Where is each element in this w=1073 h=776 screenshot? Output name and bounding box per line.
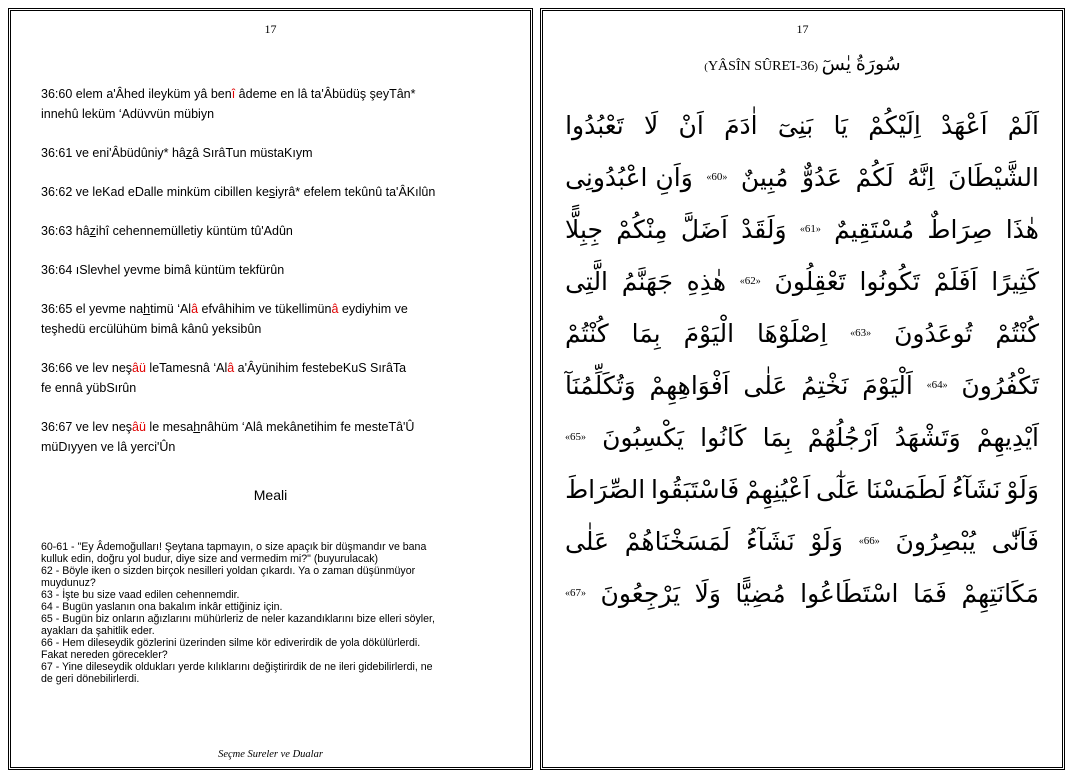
arabic-word: تُوعَدُونَ xyxy=(894,318,973,348)
verse-number: 67 xyxy=(570,587,582,599)
right-page xyxy=(540,8,1065,770)
arabic-word: كُنْتُمْ xyxy=(995,318,1039,348)
verse-text: 36:65 el yevme na xyxy=(41,302,144,316)
meali-line: kulluk edin, doğru yol budur, diye size and vermedim mi?" (buyurulacak) xyxy=(41,553,379,565)
arabic-word: وَاَنِ اعْبُدُونِى xyxy=(565,162,693,192)
arabic-line xyxy=(565,99,1039,151)
arabic-word: بَنِىٓ xyxy=(777,110,814,140)
verse-number-marker: «64» xyxy=(926,379,948,391)
verse-text: â xyxy=(331,302,339,316)
arabic-word: اٰدَمَ xyxy=(724,110,758,140)
verse-text: müDıyyen ve lâ yerci'Ûn xyxy=(41,440,176,454)
arabic-line xyxy=(565,411,1039,463)
verse-text: eydiyhim ve xyxy=(338,302,408,316)
verse-number: 65 xyxy=(570,431,582,443)
verse-text: 36:63 hâ xyxy=(41,224,90,238)
arabic-word: يُبْصِرُونَ xyxy=(895,526,976,556)
arabic-word: اَرْجُلُهُمْ xyxy=(807,422,879,452)
arabic-word: فَاَنّٰى xyxy=(991,526,1039,556)
verse-number: 63 xyxy=(855,327,867,339)
arabic-word: الشَّيْطَانَ xyxy=(948,162,1039,192)
arabic-word: اَنْ xyxy=(678,110,704,140)
meali-line: 60-61 - "Ey Âdemoğulları! Şeytana tapmayın, o size apaçık bir düşmandır ve bana xyxy=(41,541,427,553)
arabic-word: وَلَا xyxy=(694,578,721,608)
verse-number: 66 xyxy=(863,535,875,547)
meali-line: de geri dönebilirlerdi. xyxy=(41,673,140,685)
arabic-word: صِرَاطٌ xyxy=(927,214,993,244)
verse-text: z xyxy=(185,146,193,160)
arabic-word: وَتُكَلِّمُنَآ xyxy=(565,370,636,400)
verse-text: 36:62 ve leKad eDalle minküm cibillen ke xyxy=(41,185,269,199)
verse-text: fe ennâ yübSırûn xyxy=(41,381,137,395)
arabic-word: عَلٰى xyxy=(743,370,788,400)
arabic-word: اَفَلَمْ xyxy=(933,266,978,296)
verse-text: â xyxy=(191,302,199,316)
meali-line: muydunuz? xyxy=(41,577,96,589)
verse-text: a'Âyünihim festebeKuS SırâTa xyxy=(234,361,407,375)
arabic-line xyxy=(565,255,1039,307)
verse-text: iyrâ* efelem tekûnû ta'ÂKılûn xyxy=(275,185,436,199)
verse-text: âdeme en lâ ta'Âbüdüş şeyTân* xyxy=(235,87,416,101)
verse-number: 60 xyxy=(711,171,723,183)
arabic-word: وَلَقَدْ xyxy=(741,214,787,244)
arabic-line xyxy=(565,151,1039,203)
arabic-word: يَكْسِبُونَ xyxy=(602,422,685,452)
verse-text: le mesa xyxy=(145,420,194,434)
verse-number: 61 xyxy=(804,223,816,235)
arabic-word: مُسْتَقِيمٌ xyxy=(834,214,915,244)
verse-text: efvâhihim ve tükellimün xyxy=(198,302,332,316)
arabic-word: لَكُمْ xyxy=(855,162,894,192)
arabic-word: عَدُوٌّ xyxy=(801,162,843,192)
arabic-line xyxy=(565,359,1039,411)
verse-text: timü ‘Al xyxy=(150,302,192,316)
arabic-line xyxy=(565,515,1039,567)
arabic-word: كُنْتُمْ xyxy=(565,318,609,348)
meali-line: 66 - Hem dileseydik gözlerini üzerinden silme kör ediverirdik de yola dökülürlerdi. xyxy=(41,637,421,649)
arabic-word: مُضِيًّا xyxy=(735,578,786,608)
arabic-word: هٰذِهِ xyxy=(686,266,727,296)
arabic-word: نَخْتِمُ xyxy=(801,370,849,400)
arabic-word: اَلْيَوْمَ xyxy=(862,370,913,400)
verse-number-marker: «63» xyxy=(850,327,872,339)
verse-text: ihî cehennemülletiy küntüm tû'Adûn xyxy=(95,224,293,238)
arabic-word: اَلَمْ xyxy=(1007,110,1039,140)
arabic-word: يَرْجِعُونَ xyxy=(600,578,681,608)
verse-line xyxy=(41,417,481,457)
arabic-word: اَضَلَّ xyxy=(680,214,728,244)
arabic-word: الصِّرَاطَ xyxy=(565,474,646,504)
meali-line: Fakat nereden görecekler? xyxy=(41,649,168,661)
page-footer: Seçme Sureler ve Dualar xyxy=(218,749,323,760)
meali-line: 67 - Yine dileseydik oldukları yerde kılıklarını değiştirirdik de ne ileri gidebilirlerdi, ne xyxy=(41,661,433,673)
meali-line: 63 - İşte bu size vaad edilen cehennemdir. xyxy=(41,589,240,601)
verse-text: 36:61 ve eni'Âbüdûniy* hâ xyxy=(41,146,186,160)
verse-text: âü xyxy=(132,361,146,375)
meali-line: 64 - Bugün yaslanın ona bakalım inkâr ettiğiniz için. xyxy=(41,601,283,613)
page-number: 17 xyxy=(264,22,277,36)
verse-text: innehû leküm ‘Adüvvün mübiyn xyxy=(41,107,215,121)
verse-line xyxy=(41,260,481,280)
arabic-word: اَعْهَدْ xyxy=(941,110,988,140)
verse-text: s xyxy=(268,185,276,199)
verse-line xyxy=(41,182,481,202)
verse-number-marker: «66» xyxy=(858,535,880,547)
verse-number-marker: «65» xyxy=(565,431,587,443)
arabic-line xyxy=(565,567,1039,619)
left-page xyxy=(8,8,533,770)
verse-number-marker: «62» xyxy=(739,275,761,287)
arabic-line xyxy=(565,307,1039,359)
arabic-word: بِمَا xyxy=(762,422,792,452)
verse-text: nâhüm ‘Alâ mekânetihim fe mesteTâ'Û xyxy=(200,420,415,434)
verse-text: î xyxy=(231,87,236,101)
arabic-word: جِبِلًّا xyxy=(565,214,603,244)
arabic-word: فَاسْتَبَقُوا xyxy=(651,474,740,504)
arabic-word: اَيْدِيهِمْ xyxy=(976,422,1039,452)
surah-heading xyxy=(543,53,1062,76)
arabic-word: مَكَانَتِهِمْ xyxy=(961,578,1039,608)
verse-text: teşhedü ercülühüm bimâ kânû yeksibûn xyxy=(41,322,262,336)
meali-title: Meali xyxy=(253,487,288,503)
page-number: 17 xyxy=(796,22,809,36)
arabic-word: تَعْقِلُونَ xyxy=(774,266,846,296)
arabic-word: نَشَآءُ xyxy=(951,474,1001,504)
verse-text: 36:64 ıSlevhel yevme bimâ küntüm tekfürûn xyxy=(41,263,285,277)
arabic-word: لَا xyxy=(644,110,659,140)
verse-text: â xyxy=(227,361,235,375)
arabic-word: بِمَا xyxy=(631,318,661,348)
transliteration-verses xyxy=(41,84,481,476)
verse-line xyxy=(41,358,481,398)
verse-line xyxy=(41,221,481,241)
verse-number: 64 xyxy=(931,379,943,391)
surah-title-latin: YÂSÎN SÛREΊ-36 xyxy=(707,59,815,74)
arabic-word: كَانُوا xyxy=(700,422,747,452)
verse-number-marker: «67» xyxy=(565,587,587,599)
arabic-word: مُبِينٌ xyxy=(740,162,789,192)
surah-title-arabic: سُورَةُ يٰسٓ xyxy=(821,54,901,75)
verse-text: z xyxy=(89,224,96,238)
arabic-word: اِصْلَوْهَا xyxy=(757,318,828,348)
arabic-word: جَهَنَّمُ xyxy=(621,266,673,296)
arabic-word: تَكُونُوا xyxy=(859,266,920,296)
verse-text: 36:67 ve lev neş xyxy=(41,420,133,434)
arabic-text xyxy=(565,99,1039,619)
arabic-word: عَلٰى xyxy=(565,526,610,556)
arabic-word: هٰذَا xyxy=(1005,214,1039,244)
arabic-word: الَّتِى xyxy=(565,266,609,296)
arabic-line xyxy=(565,203,1039,255)
verse-number-marker: «60» xyxy=(706,171,728,183)
verse-text: h xyxy=(193,420,201,434)
arabic-word: مِنْكُمْ xyxy=(616,214,668,244)
arabic-word: اَعْيُنِهِمْ xyxy=(745,474,811,504)
arabic-word: وَلَوْ xyxy=(810,526,843,556)
meali-line: ayakları da şahitlik eder. xyxy=(41,625,155,637)
verse-line xyxy=(41,84,481,124)
verse-number-marker: «61» xyxy=(799,223,821,235)
arabic-word: لَطَمَسْنَا xyxy=(865,474,946,504)
verse-text: leTamesnâ ‘Al xyxy=(145,361,228,375)
verse-text: h xyxy=(143,302,151,316)
verse-text: âü xyxy=(132,420,146,434)
verse-text: 36:60 elem a'Âhed ileyküm yâ ben xyxy=(41,87,232,101)
verse-line xyxy=(41,299,481,339)
arabic-word: تَعْبُدُوا xyxy=(565,110,624,140)
arabic-word: اَفْوَاهِهِمْ xyxy=(649,370,730,400)
arabic-word: اِنَّهُ xyxy=(907,162,935,192)
meali-translation xyxy=(41,541,501,685)
verse-text: 36:66 ve lev neş xyxy=(41,361,133,375)
arabic-word: كَثِيرًا xyxy=(991,266,1039,296)
verse-line xyxy=(41,143,481,163)
arabic-word: اِلَيْكُمْ xyxy=(868,110,921,140)
arabic-word: وَتَشْهَدُ xyxy=(894,422,961,452)
arabic-word: عَلٰٓى xyxy=(816,474,861,504)
arabic-word: اسْتَطَاعُوا xyxy=(800,578,899,608)
surah-bracket-open: ( xyxy=(704,61,708,73)
arabic-line xyxy=(565,463,1039,515)
verse-text: â SırâTun müstaKıym xyxy=(192,146,313,160)
arabic-word: وَلَوْ xyxy=(1006,474,1039,504)
arabic-word: فَمَا xyxy=(912,578,948,608)
arabic-word: تَكْفُرُونَ xyxy=(961,370,1039,400)
meali-line: 62 - Böyle iken o sizden birçok nesilleri yoldan çıkardı. Ya o zaman düşünmüyor xyxy=(41,565,416,577)
verse-number: 62 xyxy=(744,275,756,287)
meali-line: 65 - Bugün biz onların ağızlarını mühürleriz de neler kazandıklarını bize elleri söyler, xyxy=(41,613,435,625)
arabic-word: لَمَسَخْنَاهُمْ xyxy=(624,526,731,556)
surah-bracket-close: ) xyxy=(814,61,819,73)
arabic-word: الْيَوْمَ xyxy=(683,318,735,348)
arabic-word: يَا xyxy=(833,110,849,140)
arabic-word: نَشَآءُ xyxy=(746,526,795,556)
